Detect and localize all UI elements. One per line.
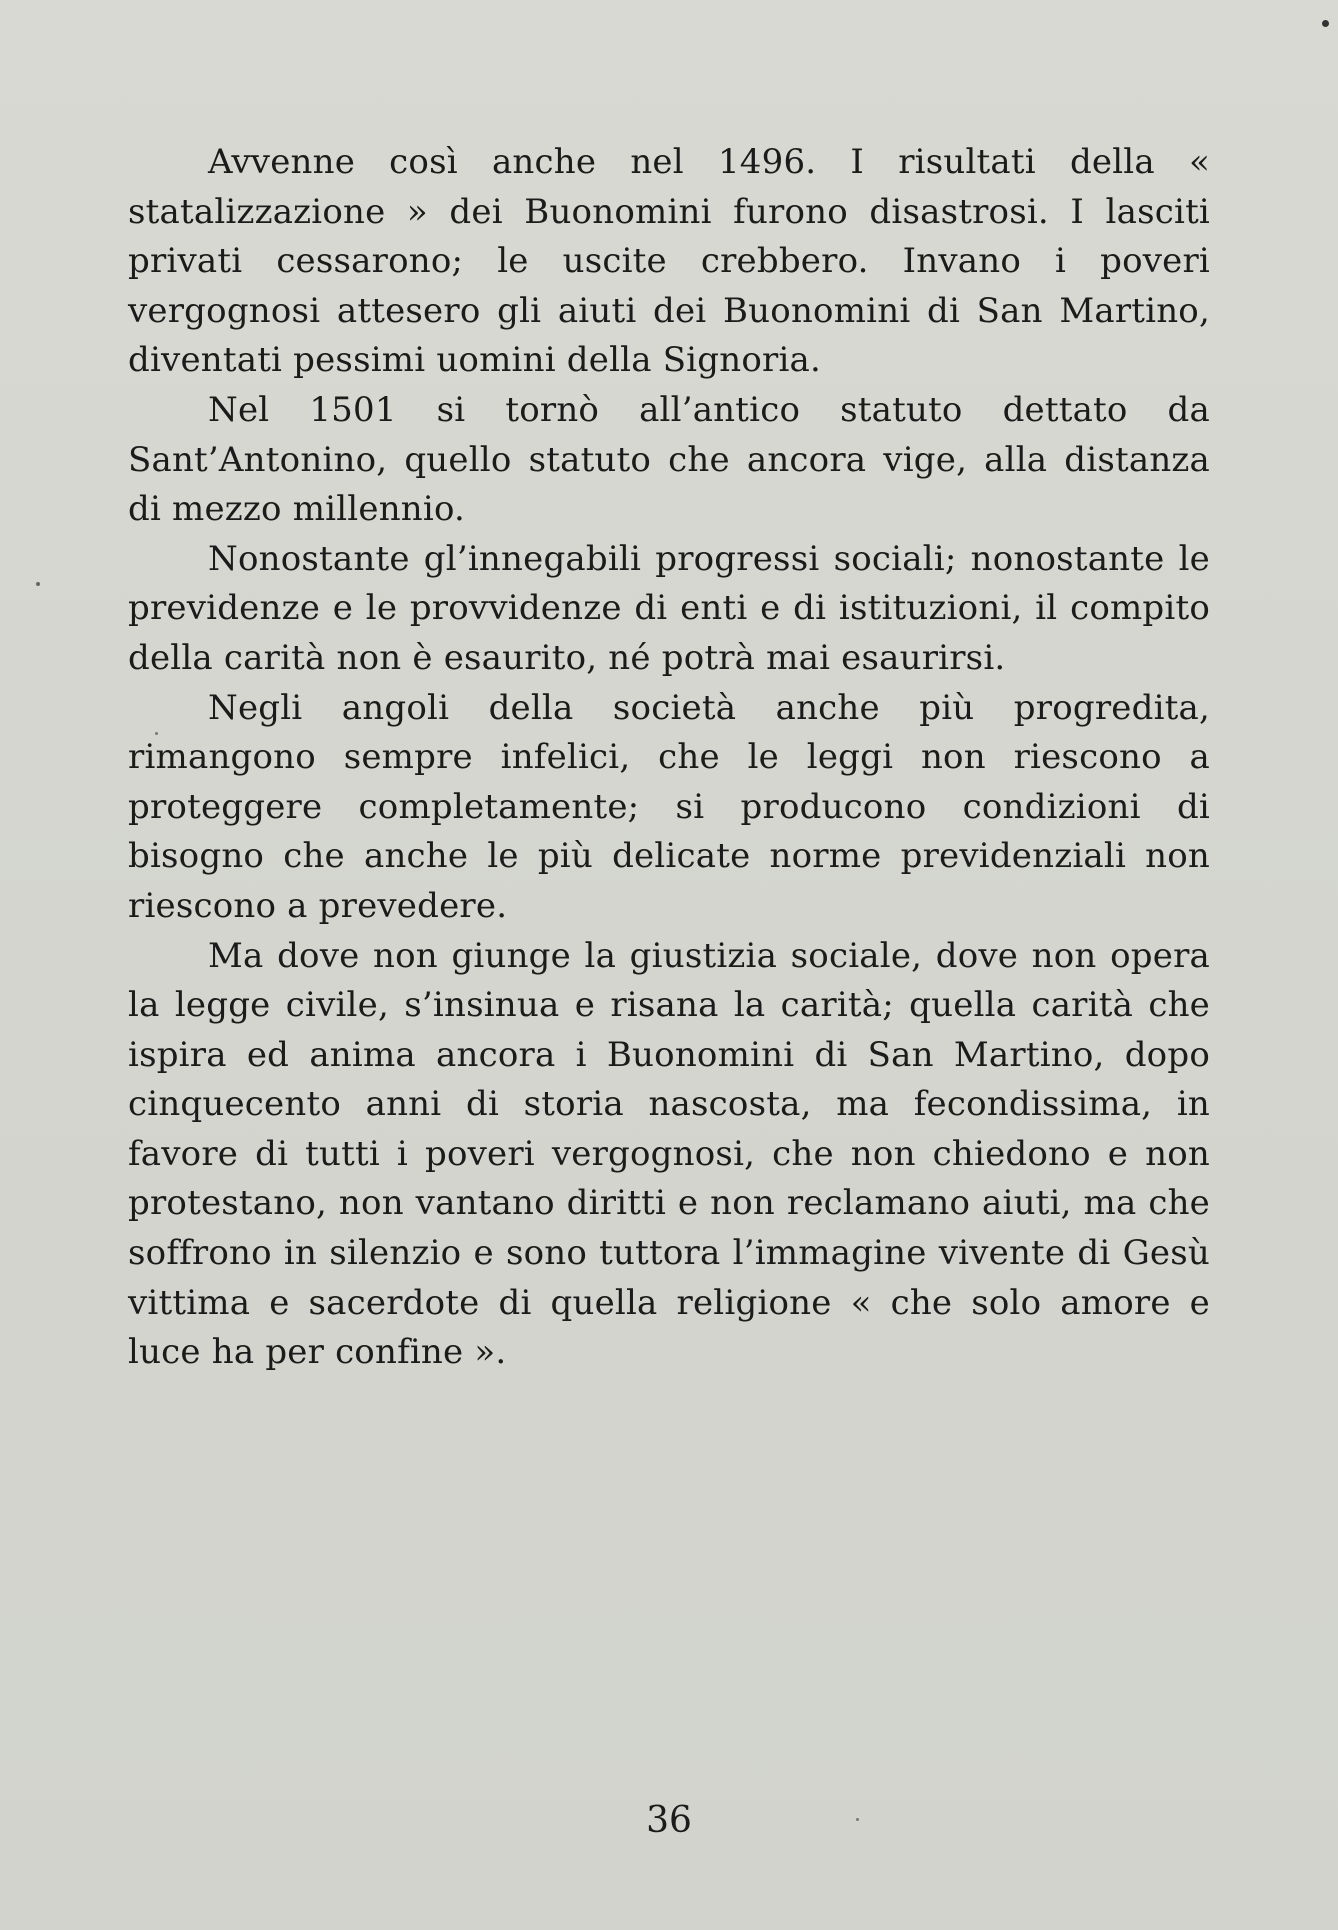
paragraph-5: Ma dove non giunge la giustizia sociale, dove non opera la legge civile, s’insinua e risana la carità; quella carità che ispira ed anima ancora i Buonomini di San Martino, dopo cinquecento anni di storia nascosta, ma fecondissima, in favore di tutti i poveri vergognosi, che non chiedono e non protestano, non vantano diritti e non reclamano aiuti, ma che soffrono in silenzio e sono tuttora l’immagine vivente di Gesù vittima e sacerdote di quella religione « che solo amore e luce ha per confine ». <box>128 935 1210 1373</box>
dust-speck <box>36 582 40 586</box>
paragraph-2: Nel 1501 si tornò all’antico statuto dettato da Sant’Antonino, quello statuto che ancora vige, alla distanza di mezzo millennio. <box>128 389 1210 530</box>
paragraph-4: Negli angoli della società anche più progredita, rimangono sempre infelici, che le leggi non riescono a proteggere completamente; si producono condizioni di bisogno che anche le più delicate norme previdenziali non riescono a prevedere. <box>128 687 1210 926</box>
paragraph-1: Avvenne così anche nel 1496. I risultati della « statalizzazione » dei Buonomini furono disastrosi. I lasciti privati cessarono; le uscite crebbero. Invano i poveri vergognosi attesero gli aiuti dei Buonomini di San Martino, diventati pessimi uomini della Signoria. <box>128 142 1210 381</box>
body-text <box>128 138 1210 1378</box>
dust-speck <box>856 1818 859 1821</box>
paragraph-3: Nonostante gl’innegabili progressi sociali; nonostante le previdenze e le provvidenze di enti e di istituzioni, il compito della carità non è esaurito, né potrà mai esaurirsi. <box>128 538 1210 678</box>
dust-speck <box>155 732 158 735</box>
page-number: 36 <box>646 1800 692 1841</box>
dust-speck <box>1322 20 1329 27</box>
